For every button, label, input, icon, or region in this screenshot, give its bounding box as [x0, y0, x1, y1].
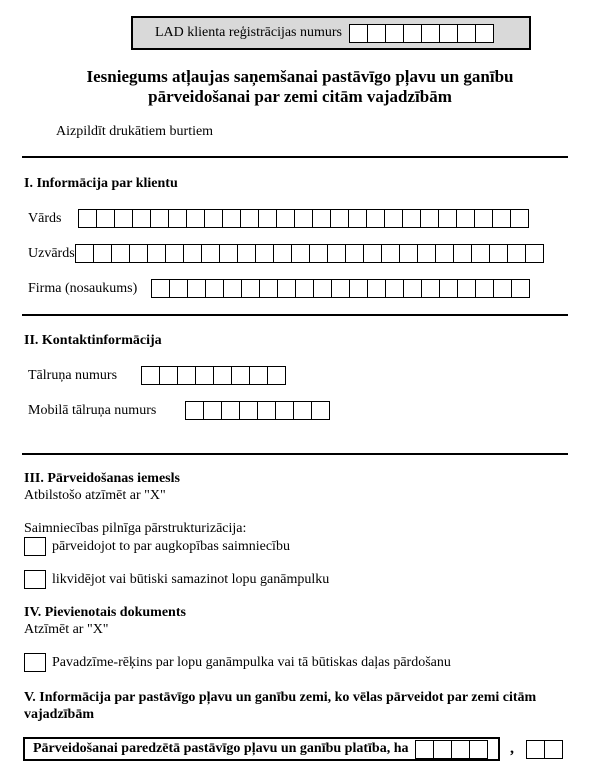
input-cell[interactable]	[367, 24, 386, 43]
input-cell[interactable]	[213, 366, 232, 385]
input-cell[interactable]	[438, 209, 457, 228]
mobile-field	[28, 401, 330, 420]
input-cell[interactable]	[435, 244, 454, 263]
input-cell[interactable]	[417, 244, 436, 263]
form-title-line2: pārveidošanai par zemi citām vajadzībām	[148, 87, 452, 106]
input-cell[interactable]	[129, 244, 148, 263]
input-cell[interactable]	[420, 209, 439, 228]
phone-field	[28, 366, 286, 385]
input-cell[interactable]	[249, 366, 268, 385]
input-cell[interactable]	[439, 24, 458, 43]
input-cell[interactable]	[312, 209, 331, 228]
name-input-cells[interactable]	[79, 209, 529, 228]
input-cell[interactable]	[453, 244, 472, 263]
input-cell[interactable]	[367, 279, 386, 298]
input-cell[interactable]	[159, 366, 178, 385]
input-cell[interactable]	[295, 279, 314, 298]
input-cell[interactable]	[219, 244, 238, 263]
input-cell[interactable]	[403, 279, 422, 298]
input-cell[interactable]	[114, 209, 133, 228]
area-label: Pārveidošanai paredzētā pastāvīgo pļavu un ganību platība, ha	[33, 741, 409, 756]
input-cell[interactable]	[331, 279, 350, 298]
section5-heading-line2: vajadzībām	[24, 707, 94, 722]
form-title	[0, 67, 600, 107]
input-cell[interactable]	[111, 244, 130, 263]
input-cell[interactable]	[349, 279, 368, 298]
section3-subheading: Atbilstošo atzīmēt ar "X"	[24, 488, 166, 503]
section4-subheading: Atzīmēt ar "X"	[24, 622, 109, 637]
input-cell[interactable]	[165, 244, 184, 263]
input-cell[interactable]	[330, 209, 349, 228]
company-label: Firma (nosaukums)	[28, 280, 138, 296]
input-cell[interactable]	[185, 401, 204, 420]
input-cell[interactable]	[277, 279, 296, 298]
divider-2	[22, 314, 568, 316]
input-cell[interactable]	[415, 740, 434, 759]
input-cell[interactable]	[291, 244, 310, 263]
input-cell[interactable]	[203, 401, 222, 420]
input-cell[interactable]	[141, 366, 160, 385]
input-cell[interactable]	[169, 279, 188, 298]
input-cell[interactable]	[421, 279, 440, 298]
input-cell[interactable]	[474, 209, 493, 228]
input-cell[interactable]	[223, 279, 242, 298]
fill-instruction: Aizpildīt drukātiem burtiem	[56, 124, 214, 139]
phone-input-cells[interactable]	[142, 366, 286, 385]
surname-field	[28, 244, 544, 263]
section5-heading-line1: V. Informācija par pastāvīgo pļavu un ganību zemi, ko vēlas pārveidot par zemi citām	[24, 690, 537, 705]
form-title-line1: Iesniegums atļaujas saņemšanai pastāvīgo pļavu un ganību	[86, 67, 514, 86]
section4-heading: IV. Pievienotais dokuments	[24, 605, 186, 620]
input-cell[interactable]	[349, 24, 368, 43]
name-field	[28, 209, 529, 228]
input-cell[interactable]	[471, 244, 490, 263]
input-cell[interactable]	[275, 401, 294, 420]
input-cell[interactable]	[75, 244, 94, 263]
area-integer-cells[interactable]	[416, 740, 488, 759]
input-cell[interactable]	[96, 209, 115, 228]
input-cell[interactable]	[433, 740, 452, 759]
input-cell[interactable]	[205, 279, 224, 298]
invoice-label: Pavadzīme-rēķins par lopu ganāmpulka vai tā būtiskas daļas pārdošanu	[52, 654, 451, 670]
input-cell[interactable]	[259, 279, 278, 298]
input-cell[interactable]	[132, 209, 151, 228]
divider-3	[22, 453, 568, 455]
divider-1	[22, 156, 568, 158]
input-cell[interactable]	[257, 401, 276, 420]
input-cell[interactable]	[439, 279, 458, 298]
section1-heading: I. Informācija par klientu	[24, 176, 178, 191]
input-cell[interactable]	[313, 279, 332, 298]
input-cell[interactable]	[147, 244, 166, 263]
input-cell[interactable]	[363, 244, 382, 263]
input-cell[interactable]	[201, 244, 220, 263]
input-cell[interactable]	[195, 366, 214, 385]
input-cell[interactable]	[475, 279, 494, 298]
input-cell[interactable]	[381, 244, 400, 263]
phone-label: Tālruņa numurs	[28, 367, 118, 383]
decimal-separator: ,	[510, 740, 514, 757]
input-cell[interactable]	[239, 401, 258, 420]
option-crop-farming	[24, 537, 290, 556]
input-cell[interactable]	[348, 209, 367, 228]
input-cell[interactable]	[168, 209, 187, 228]
input-cell[interactable]	[267, 366, 286, 385]
section3-heading: III. Pārveidošanas iemesls	[24, 471, 180, 486]
input-cell[interactable]	[327, 244, 346, 263]
mobile-input-cells[interactable]	[186, 401, 330, 420]
input-cell[interactable]	[276, 209, 295, 228]
crop-farming-label: pārveidojot to par augkopības saimniecību	[52, 538, 290, 554]
area-box	[23, 737, 500, 761]
input-cell[interactable]	[385, 24, 404, 43]
input-cell[interactable]	[511, 279, 530, 298]
option-herd-reduction	[24, 570, 329, 589]
input-cell[interactable]	[187, 279, 206, 298]
lad-registration-cells[interactable]	[350, 24, 494, 43]
input-cell[interactable]	[240, 209, 259, 228]
input-cell[interactable]	[384, 209, 403, 228]
input-cell[interactable]	[255, 244, 274, 263]
input-cell[interactable]	[457, 279, 476, 298]
input-cell[interactable]	[258, 209, 277, 228]
input-cell[interactable]	[399, 244, 418, 263]
input-cell[interactable]	[469, 740, 488, 759]
input-cell[interactable]	[186, 209, 205, 228]
section2-heading: II. Kontaktinformācija	[24, 333, 162, 348]
input-cell[interactable]	[457, 24, 476, 43]
company-field	[28, 279, 530, 298]
surname-label: Uzvārds	[28, 245, 75, 261]
herd-reduction-checkbox[interactable]	[24, 570, 46, 589]
input-cell[interactable]	[526, 740, 545, 759]
area-field	[23, 737, 563, 761]
input-cell[interactable]	[293, 401, 312, 420]
input-cell[interactable]	[493, 279, 512, 298]
option-invoice	[24, 653, 451, 672]
input-cell[interactable]	[489, 244, 508, 263]
input-cell[interactable]	[421, 24, 440, 43]
herd-reduction-label: likvidējot vai būtiski samazinot lopu ganāmpulku	[52, 571, 330, 587]
input-cell[interactable]	[241, 279, 260, 298]
area-decimal-cells[interactable]	[527, 740, 563, 759]
input-cell[interactable]	[345, 244, 364, 263]
input-cell[interactable]	[544, 740, 563, 759]
input-cell[interactable]	[456, 209, 475, 228]
input-cell[interactable]	[309, 244, 328, 263]
input-cell[interactable]	[204, 209, 223, 228]
input-cell[interactable]	[177, 366, 196, 385]
input-cell[interactable]	[366, 209, 385, 228]
input-cell[interactable]	[294, 209, 313, 228]
input-cell[interactable]	[385, 279, 404, 298]
input-cell[interactable]	[510, 209, 529, 228]
input-cell[interactable]	[78, 209, 97, 228]
input-cell[interactable]	[492, 209, 511, 228]
crop-farming-checkbox[interactable]	[24, 537, 46, 556]
company-input-cells[interactable]	[152, 279, 530, 298]
invoice-checkbox[interactable]	[24, 653, 46, 672]
restructuring-label: Saimniecības pilnīga pārstrukturizācija:	[24, 521, 247, 536]
section5-heading	[24, 689, 574, 723]
input-cell[interactable]	[237, 244, 256, 263]
input-cell[interactable]	[402, 209, 421, 228]
input-cell[interactable]	[151, 279, 170, 298]
input-cell[interactable]	[311, 401, 330, 420]
input-cell[interactable]	[93, 244, 112, 263]
input-cell[interactable]	[507, 244, 526, 263]
input-cell[interactable]	[451, 740, 470, 759]
name-label: Vārds	[28, 210, 62, 226]
input-cell[interactable]	[231, 366, 250, 385]
input-cell[interactable]	[150, 209, 169, 228]
input-cell[interactable]	[273, 244, 292, 263]
input-cell[interactable]	[525, 244, 544, 263]
lad-registration-box	[131, 16, 531, 50]
lad-registration-label: LAD klienta reģistrācijas numurs	[155, 25, 343, 40]
input-cell[interactable]	[221, 401, 240, 420]
input-cell[interactable]	[475, 24, 494, 43]
mobile-label: Mobilā tālruņa numurs	[28, 402, 157, 418]
surname-input-cells[interactable]	[76, 244, 544, 263]
input-cell[interactable]	[222, 209, 241, 228]
input-cell[interactable]	[403, 24, 422, 43]
input-cell[interactable]	[183, 244, 202, 263]
